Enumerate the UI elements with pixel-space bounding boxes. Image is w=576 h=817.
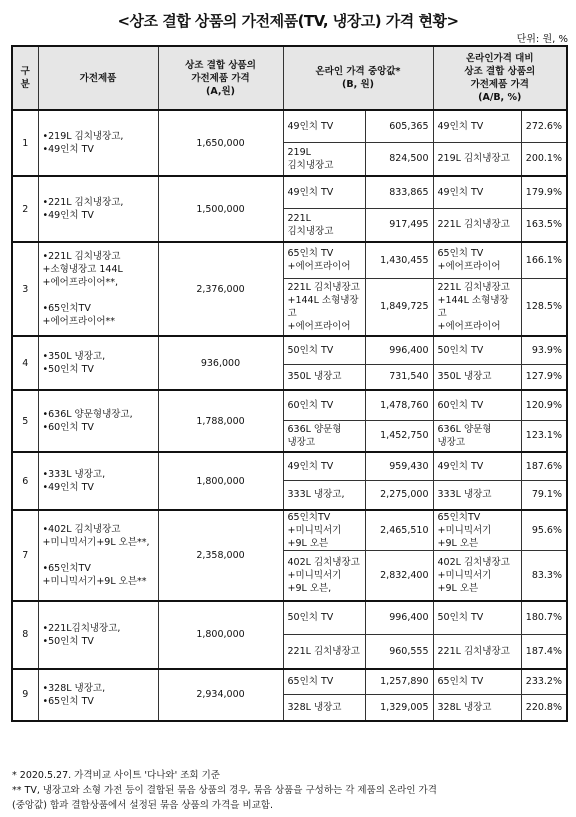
ratio-cell: 127.9% xyxy=(521,364,567,390)
header-bundle-price: 상조 결합 상품의 가전제품 가격 (A,원) xyxy=(158,46,283,110)
header-product: 가전제품 xyxy=(38,46,158,110)
ratio-item-cell: 350L 냉장고 xyxy=(433,364,521,390)
product-cell: •221L 김치냉장고 +소형냉장고 144L +에어프라이어**, •65인치TV +에어프라이어** xyxy=(38,242,158,336)
online-price-cell: 917,495 xyxy=(365,208,433,242)
ratio-item-cell: 402L 김치냉장고 +미니믹서기 +9L 오븐 xyxy=(433,551,521,601)
product-cell: •333L 냉장고, •49인치 TV xyxy=(38,452,158,510)
online-price-cell: 960,555 xyxy=(365,635,433,669)
online-price-cell: 2,275,000 xyxy=(365,480,433,510)
ratio-cell: 123.1% xyxy=(521,420,567,452)
online-item-cell: 221L 김치냉장고 xyxy=(283,208,365,242)
ratio-item-cell: 221L 김치냉장고 +144L 소형냉장고 +에어프라이어 xyxy=(433,278,521,336)
ratio-item-cell: 50인치 TV xyxy=(433,336,521,364)
ratio-item-cell: 65인치 TV +에어프라이어 xyxy=(433,242,521,278)
ratio-cell: 272.6% xyxy=(521,110,567,142)
ratio-item-cell: 60인치 TV xyxy=(433,390,521,420)
bundle-price-cell: 936,000 xyxy=(158,336,283,390)
online-price-cell: 824,500 xyxy=(365,142,433,176)
ratio-item-cell: 49인치 TV xyxy=(433,176,521,208)
ratio-cell: 93.9% xyxy=(521,336,567,364)
online-item-cell: 65인치 TV xyxy=(283,669,365,695)
online-item-cell: 50인치 TV xyxy=(283,336,365,364)
online-price-cell: 996,400 xyxy=(365,336,433,364)
table-row xyxy=(12,510,567,551)
online-item-cell: 402L 김치냉장고 +미니믹서기 +9L 오븐, xyxy=(283,551,365,601)
product-cell: •221L 김치냉장고, •49인치 TV xyxy=(38,176,158,242)
ratio-cell: 179.9% xyxy=(521,176,567,208)
online-price-cell: 2,465,510 xyxy=(365,510,433,551)
product-cell: •221L김치냉장고, •50인치 TV xyxy=(38,601,158,669)
online-price-cell: 833,865 xyxy=(365,176,433,208)
product-cell: •219L 김치냉장고, •49인치 TV xyxy=(38,110,158,176)
product-cell: •328L 냉장고, •65인치 TV xyxy=(38,669,158,721)
online-item-cell: 350L 냉장고 xyxy=(283,364,365,390)
ratio-cell: 180.7% xyxy=(521,601,567,635)
ratio-cell: 163.5% xyxy=(521,208,567,242)
product-cell: •402L 김치냉장고 +미니믹서기+9L 오븐**, •65인치TV +미니믹서기+9L 오븐** xyxy=(38,510,158,601)
ratio-item-cell: 49인치 TV xyxy=(433,452,521,480)
online-item-cell: 49인치 TV xyxy=(283,110,365,142)
table-row xyxy=(12,669,567,695)
table-row xyxy=(12,242,567,278)
bundle-price-cell: 1,788,000 xyxy=(158,390,283,452)
ratio-item-cell: 221L 김치냉장고 xyxy=(433,208,521,242)
bundle-price-cell: 2,358,000 xyxy=(158,510,283,601)
online-price-cell: 1,478,760 xyxy=(365,390,433,420)
bundle-price-cell: 1,650,000 xyxy=(158,110,283,176)
online-item-cell: 221L 김치냉장고 +144L 소형냉장고 +에어프라이어 xyxy=(283,278,365,336)
ratio-item-cell: 49인치 TV xyxy=(433,110,521,142)
ratio-cell: 128.5% xyxy=(521,278,567,336)
row-number: 3 xyxy=(12,242,38,336)
table-row xyxy=(12,390,567,420)
online-item-cell: 49인치 TV xyxy=(283,176,365,208)
footnote-2: ** TV, 냉장고와 소형 가전 등이 결합된 묶음 상품의 경우, 묶음 상품을 구성하는 각 제품의 온라인 가격 (중앙값) 합과 결합상품에서 설정된 묶음 상품의 가격을 비교함. xyxy=(12,785,437,811)
table-row xyxy=(12,452,567,480)
ratio-item-cell: 221L 김치냉장고 xyxy=(433,635,521,669)
online-item-cell: 636L 양문형 냉장고 xyxy=(283,420,365,452)
table-row xyxy=(12,176,567,208)
ratio-cell: 187.6% xyxy=(521,452,567,480)
online-item-cell: 328L 냉장고 xyxy=(283,695,365,721)
online-price-cell: 731,540 xyxy=(365,364,433,390)
row-number: 7 xyxy=(12,510,38,601)
page-title: <상조 결합 상품의 가전제품(TV, 냉장고) 가격 현황> xyxy=(117,12,459,30)
online-item-cell: 221L 김치냉장고 xyxy=(283,635,365,669)
online-price-cell: 1,452,750 xyxy=(365,420,433,452)
header-ratio: 온라인가격 대비 상조 결합 상품의 가전제품 가격 (A/B, %) xyxy=(433,46,567,110)
row-number: 6 xyxy=(12,452,38,510)
bundle-price-cell: 1,800,000 xyxy=(158,601,283,669)
bundle-price-cell: 2,376,000 xyxy=(158,242,283,336)
row-number: 1 xyxy=(12,110,38,176)
product-cell: •636L 양문형냉장고, •60인치 TV xyxy=(38,390,158,452)
row-number: 4 xyxy=(12,336,38,390)
ratio-cell: 166.1% xyxy=(521,242,567,278)
online-price-cell: 996,400 xyxy=(365,601,433,635)
table-header-row xyxy=(12,46,567,110)
ratio-item-cell: 65인치TV +미니믹서기 +9L 오븐 xyxy=(433,510,521,551)
product-cell: •350L 냉장고, •50인치 TV xyxy=(38,336,158,390)
header-online-price: 온라인 가격 중앙값* (B, 원) xyxy=(283,46,433,110)
ratio-item-cell: 333L 냉장고 xyxy=(433,480,521,510)
online-price-cell: 1,329,005 xyxy=(365,695,433,721)
online-price-cell: 959,430 xyxy=(365,452,433,480)
online-price-cell: 1,430,455 xyxy=(365,242,433,278)
unit-label: 단위: 원, % xyxy=(516,34,568,45)
ratio-item-cell: 636L 양문형 냉장고 xyxy=(433,420,521,452)
price-table xyxy=(11,45,568,722)
ratio-item-cell: 65인치 TV xyxy=(433,669,521,695)
ratio-item-cell: 328L 냉장고 xyxy=(433,695,521,721)
ratio-item-cell: 219L 김치냉장고 xyxy=(433,142,521,176)
online-item-cell: 333L 냉장고, xyxy=(283,480,365,510)
bundle-price-cell: 1,500,000 xyxy=(158,176,283,242)
bundle-price-cell: 2,934,000 xyxy=(158,669,283,721)
ratio-cell: 83.3% xyxy=(521,551,567,601)
ratio-cell: 79.1% xyxy=(521,480,567,510)
online-price-cell: 2,832,400 xyxy=(365,551,433,601)
bundle-price-cell: 1,800,000 xyxy=(158,452,283,510)
ratio-cell: 95.6% xyxy=(521,510,567,551)
header-no: 구 분 xyxy=(12,46,38,110)
ratio-cell: 120.9% xyxy=(521,390,567,420)
row-number: 8 xyxy=(12,601,38,669)
online-item-cell: 60인치 TV xyxy=(283,390,365,420)
online-price-cell: 605,365 xyxy=(365,110,433,142)
online-price-cell: 1,257,890 xyxy=(365,669,433,695)
table-row xyxy=(12,336,567,364)
ratio-cell: 233.2% xyxy=(521,669,567,695)
row-number: 2 xyxy=(12,176,38,242)
ratio-cell: 187.4% xyxy=(521,635,567,669)
row-number: 5 xyxy=(12,390,38,452)
row-number: 9 xyxy=(12,669,38,721)
online-item-cell: 50인치 TV xyxy=(283,601,365,635)
table-row xyxy=(12,601,567,635)
table-body xyxy=(12,110,567,721)
online-price-cell: 1,849,725 xyxy=(365,278,433,336)
online-item-cell: 65인치TV +미니믹서기 +9L 오븐 xyxy=(283,510,365,551)
online-item-cell: 65인치 TV +에어프라이어 xyxy=(283,242,365,278)
ratio-cell: 220.8% xyxy=(521,695,567,721)
footnote-1: * 2020.5.27. 가격비교 사이트 '다나와' 조회 기준 xyxy=(12,770,220,781)
online-item-cell: 219L 김치냉장고 xyxy=(283,142,365,176)
ratio-item-cell: 50인치 TV xyxy=(433,601,521,635)
online-item-cell: 49인치 TV xyxy=(283,452,365,480)
footnotes xyxy=(12,768,572,813)
table-row xyxy=(12,110,567,142)
ratio-cell: 200.1% xyxy=(521,142,567,176)
